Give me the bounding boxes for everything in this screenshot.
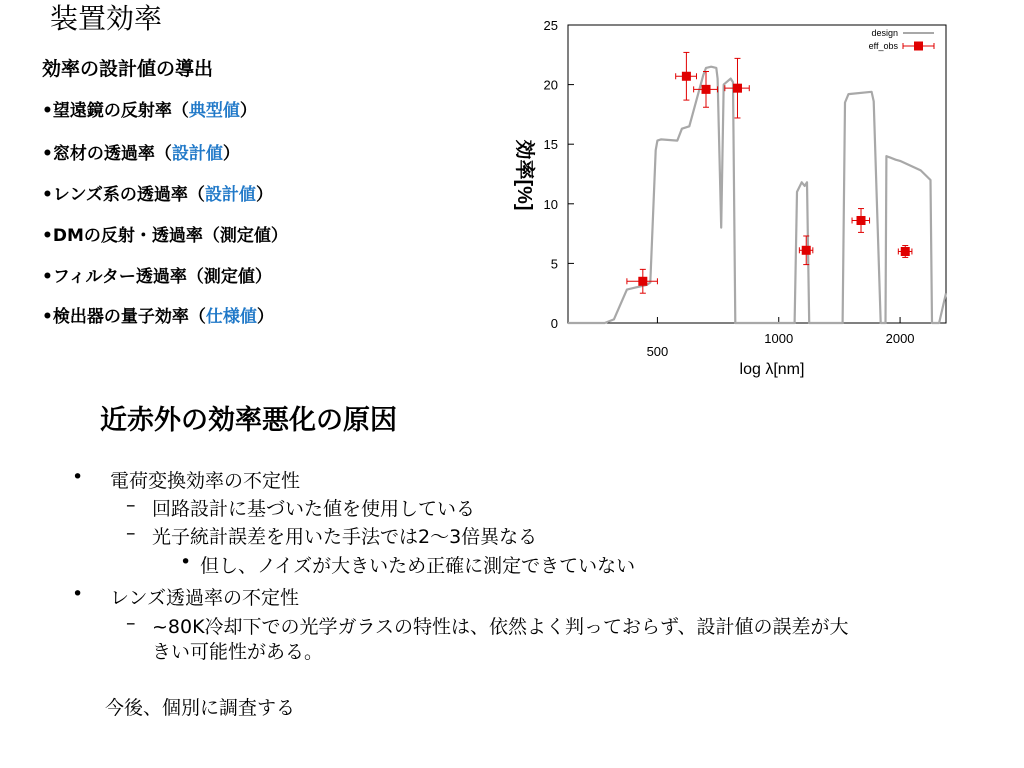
plot-frame — [568, 25, 946, 323]
bullet-marker: • — [180, 551, 192, 573]
eff-obs-point — [702, 85, 711, 94]
bullet-item — [126, 522, 538, 549]
eff-obs-point — [802, 246, 811, 255]
factor-highlight: 設計値 — [204, 185, 256, 205]
legend — [869, 28, 934, 51]
y-tick-label: 25 — [543, 18, 558, 33]
bullet-text: 今後、個別に調査する — [105, 697, 296, 719]
bullet-marker: – — [126, 522, 136, 544]
y-tick-label: 20 — [543, 77, 558, 93]
factor-highlight: 典型値 — [188, 101, 240, 121]
eff-obs-point — [857, 216, 866, 225]
x-tick-label: 2000 — [885, 331, 915, 346]
closing-note — [105, 693, 295, 720]
section-heading: 近赤外の効率悪化の原因 — [100, 405, 397, 436]
bullet-marker: • — [72, 583, 84, 605]
left-heading: 効率の設計値の導出 — [42, 58, 214, 80]
factor-text: •レンズ系の透過率（ — [42, 185, 205, 205]
bullet-text: 回路設計に基づいた値を使用している — [152, 498, 476, 520]
y-axis-label: 効率[%] — [513, 139, 535, 211]
series-eff-obs — [627, 52, 912, 293]
eff-obs-point — [733, 84, 742, 93]
factor-item — [42, 302, 274, 327]
factor-text-end: ） — [239, 101, 257, 121]
bullet-continuation — [152, 637, 323, 664]
factor-text: •フィルター透過率（測定値） — [42, 267, 272, 287]
x-tick-label: 1000 — [764, 331, 794, 346]
legend-eff-obs-swatch — [903, 42, 934, 51]
bullet-item — [180, 551, 636, 578]
factor-item — [42, 262, 272, 287]
eff-obs-point — [682, 72, 691, 81]
factor-text-end: ） — [256, 307, 274, 327]
factor-text: •検出器の量子効率（ — [42, 307, 206, 327]
series-design-line — [568, 67, 946, 323]
bullet-marker: • — [72, 466, 84, 488]
bullet-item — [126, 612, 849, 639]
bullet-item — [126, 494, 476, 521]
eff-obs-point — [638, 277, 647, 286]
efficiency-chart — [500, 10, 960, 382]
factor-text-end: ） — [222, 144, 240, 164]
legend-design-label: design — [871, 28, 898, 38]
factor-item — [42, 221, 288, 246]
x-tick-label: 500 — [646, 344, 669, 359]
y-tick-label: 15 — [543, 137, 558, 153]
bullet-item — [72, 583, 299, 610]
y-tick-label: 0 — [550, 316, 558, 331]
bullet-text: 但し、ノイズが大きいため正確に測定できていない — [200, 555, 636, 577]
bullet-text: きい可能性がある。 — [152, 641, 324, 663]
legend-eff-obs-label: eff_obs — [868, 41, 898, 51]
factor-text: •窓材の透過率（ — [42, 144, 172, 164]
factor-highlight: 設計値 — [171, 144, 223, 164]
legend-eff-obs-marker — [914, 42, 923, 51]
bullet-text: ~80K冷却下での光学ガラスの特性は、依然よく判っておらず、設計値の誤差が大 — [152, 616, 849, 638]
bullet-marker: – — [126, 494, 136, 516]
y-ticks — [544, 18, 574, 331]
factor-highlight: 仕様値 — [205, 307, 257, 327]
x-axis-label: log λ[nm] — [739, 361, 805, 378]
bullet-text: 光子統計誤差を用いた手法では2〜3倍異なる — [152, 526, 538, 548]
bullet-item — [72, 466, 301, 493]
factor-item — [42, 180, 273, 205]
bullet-marker: – — [126, 612, 136, 634]
factor-item — [42, 139, 240, 164]
bullet-text: 電荷変換効率の不定性 — [110, 470, 301, 492]
factor-text: •望遠鏡の反射率（ — [42, 101, 189, 121]
slide-title: 装置効率 — [50, 2, 163, 35]
factor-text-end: ） — [255, 185, 273, 205]
factor-text: •DMの反射・透過率（測定値） — [42, 226, 288, 246]
factor-item — [42, 96, 257, 121]
eff-obs-point — [901, 247, 910, 256]
bullet-text: レンズ透過率の不定性 — [110, 587, 299, 609]
y-tick-label: 10 — [543, 196, 558, 212]
y-tick-label: 5 — [550, 256, 558, 272]
